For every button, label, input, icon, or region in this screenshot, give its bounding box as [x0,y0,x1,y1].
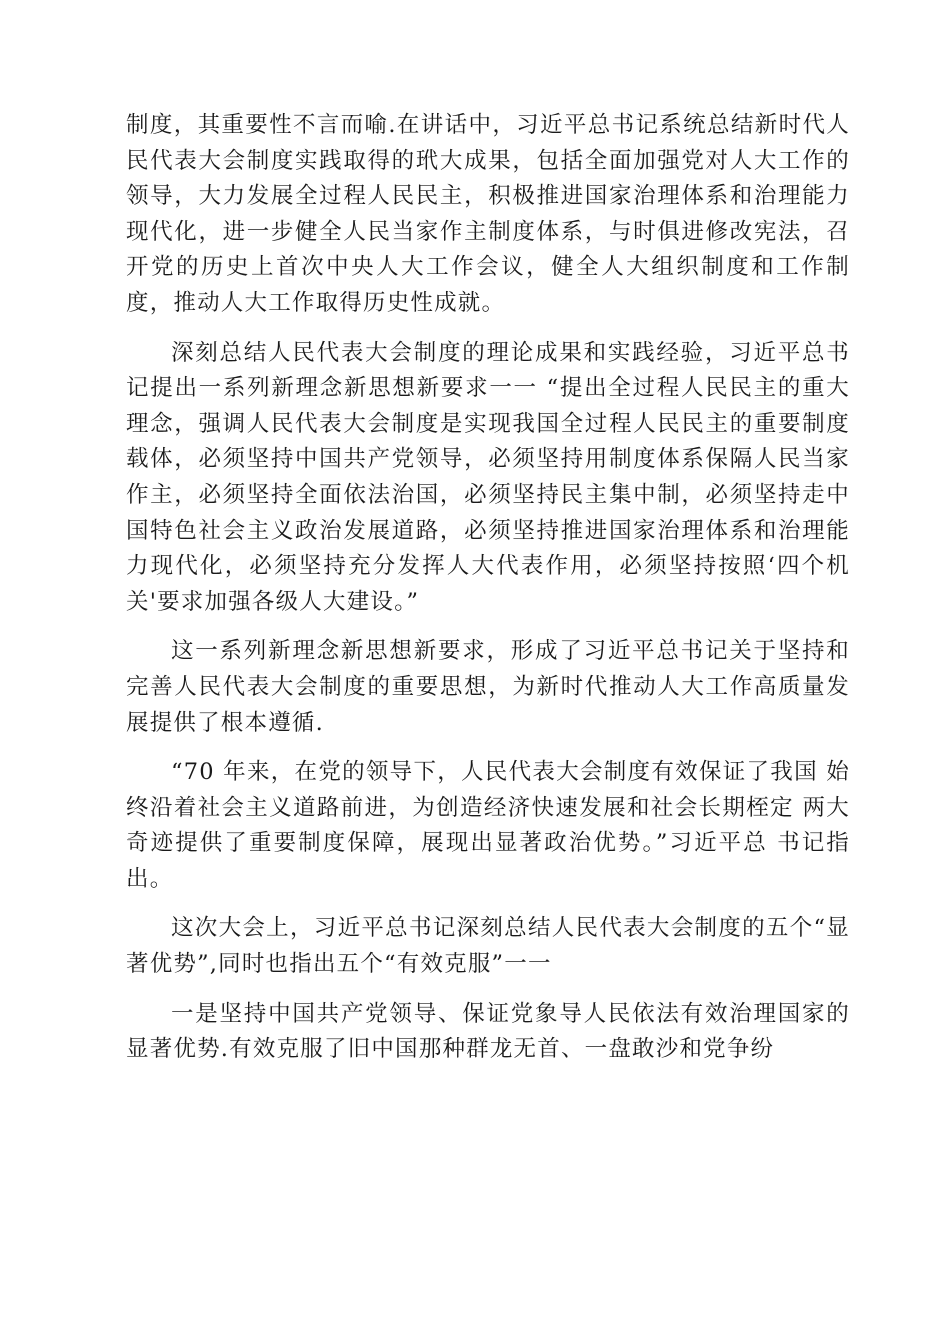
paragraph-6: 一是坚持中国共产党领导、保证党象导人民依法有效治理国家的显著优势.有效克服了旧中国那种群龙无首、一盘敢沙和党争纷 [126,1000,850,1063]
paragraph-5: 这次大会上，习近平总书记深刻总结人民代表大会制度的五个“显著优势”,同时也指出五个“有效克服”一一 [126,915,850,978]
body-text [126,108,850,1082]
paragraph-4: “70 年来，在党的领导下，人民代表大会制度有效保证了我国 始终沿着社会主义道路前进，为创造经济快速发展和社会长期桎定 两大奇迹提供了重要制度保障，展现出显著政治优势。”习近平总 书记指出。 [126,759,850,892]
paragraph-1: 制度，其重要性不言而喻.在讲话中，习近平总书记系统总结新时代人民代表大会制度实践取得的玳大成果，包括全面加强党对人大工作的领导，大力发展全过程人民民主，积极推进国家治理体系和治理能力现代化，进一步健全人民当家作主制度体系，与时俱进修改宪法，召开党的历史上首次中央人大工作会议，健全人大组织制度和工作制度，推动人大工作取得历史性成就。 [126,112,850,316]
paragraph-3: 这一系列新理念新思想新要求，形成了习近平总书记关于坚持和完善人民代表大会制度的重要思想，为新时代推动人大工作高质量发展提供了根本遵循. [126,638,850,736]
paragraph-2: 深刻总结人民代表大会制度的理论成果和实践经验，习近平总书记提出一系列新理念新思想新要求一一 “提出全过程人民民主的重大理念，强调人民代表大会制度是实现我国全过程人民民主的重要制度载体，必须坚持中国共产党领导，必须坚持用制度体系保隔人民当家作主，必须坚持全面依法治国，必须坚持民主集中制，必须坚持走中国特色社会主义政治发展道路，必须坚持推进国家治理体系和治理能力现代化，必须坚持充分发挥人大代表作用，必须坚持按照‘四个机关'要求加强各级人大建设。” [126,339,850,615]
